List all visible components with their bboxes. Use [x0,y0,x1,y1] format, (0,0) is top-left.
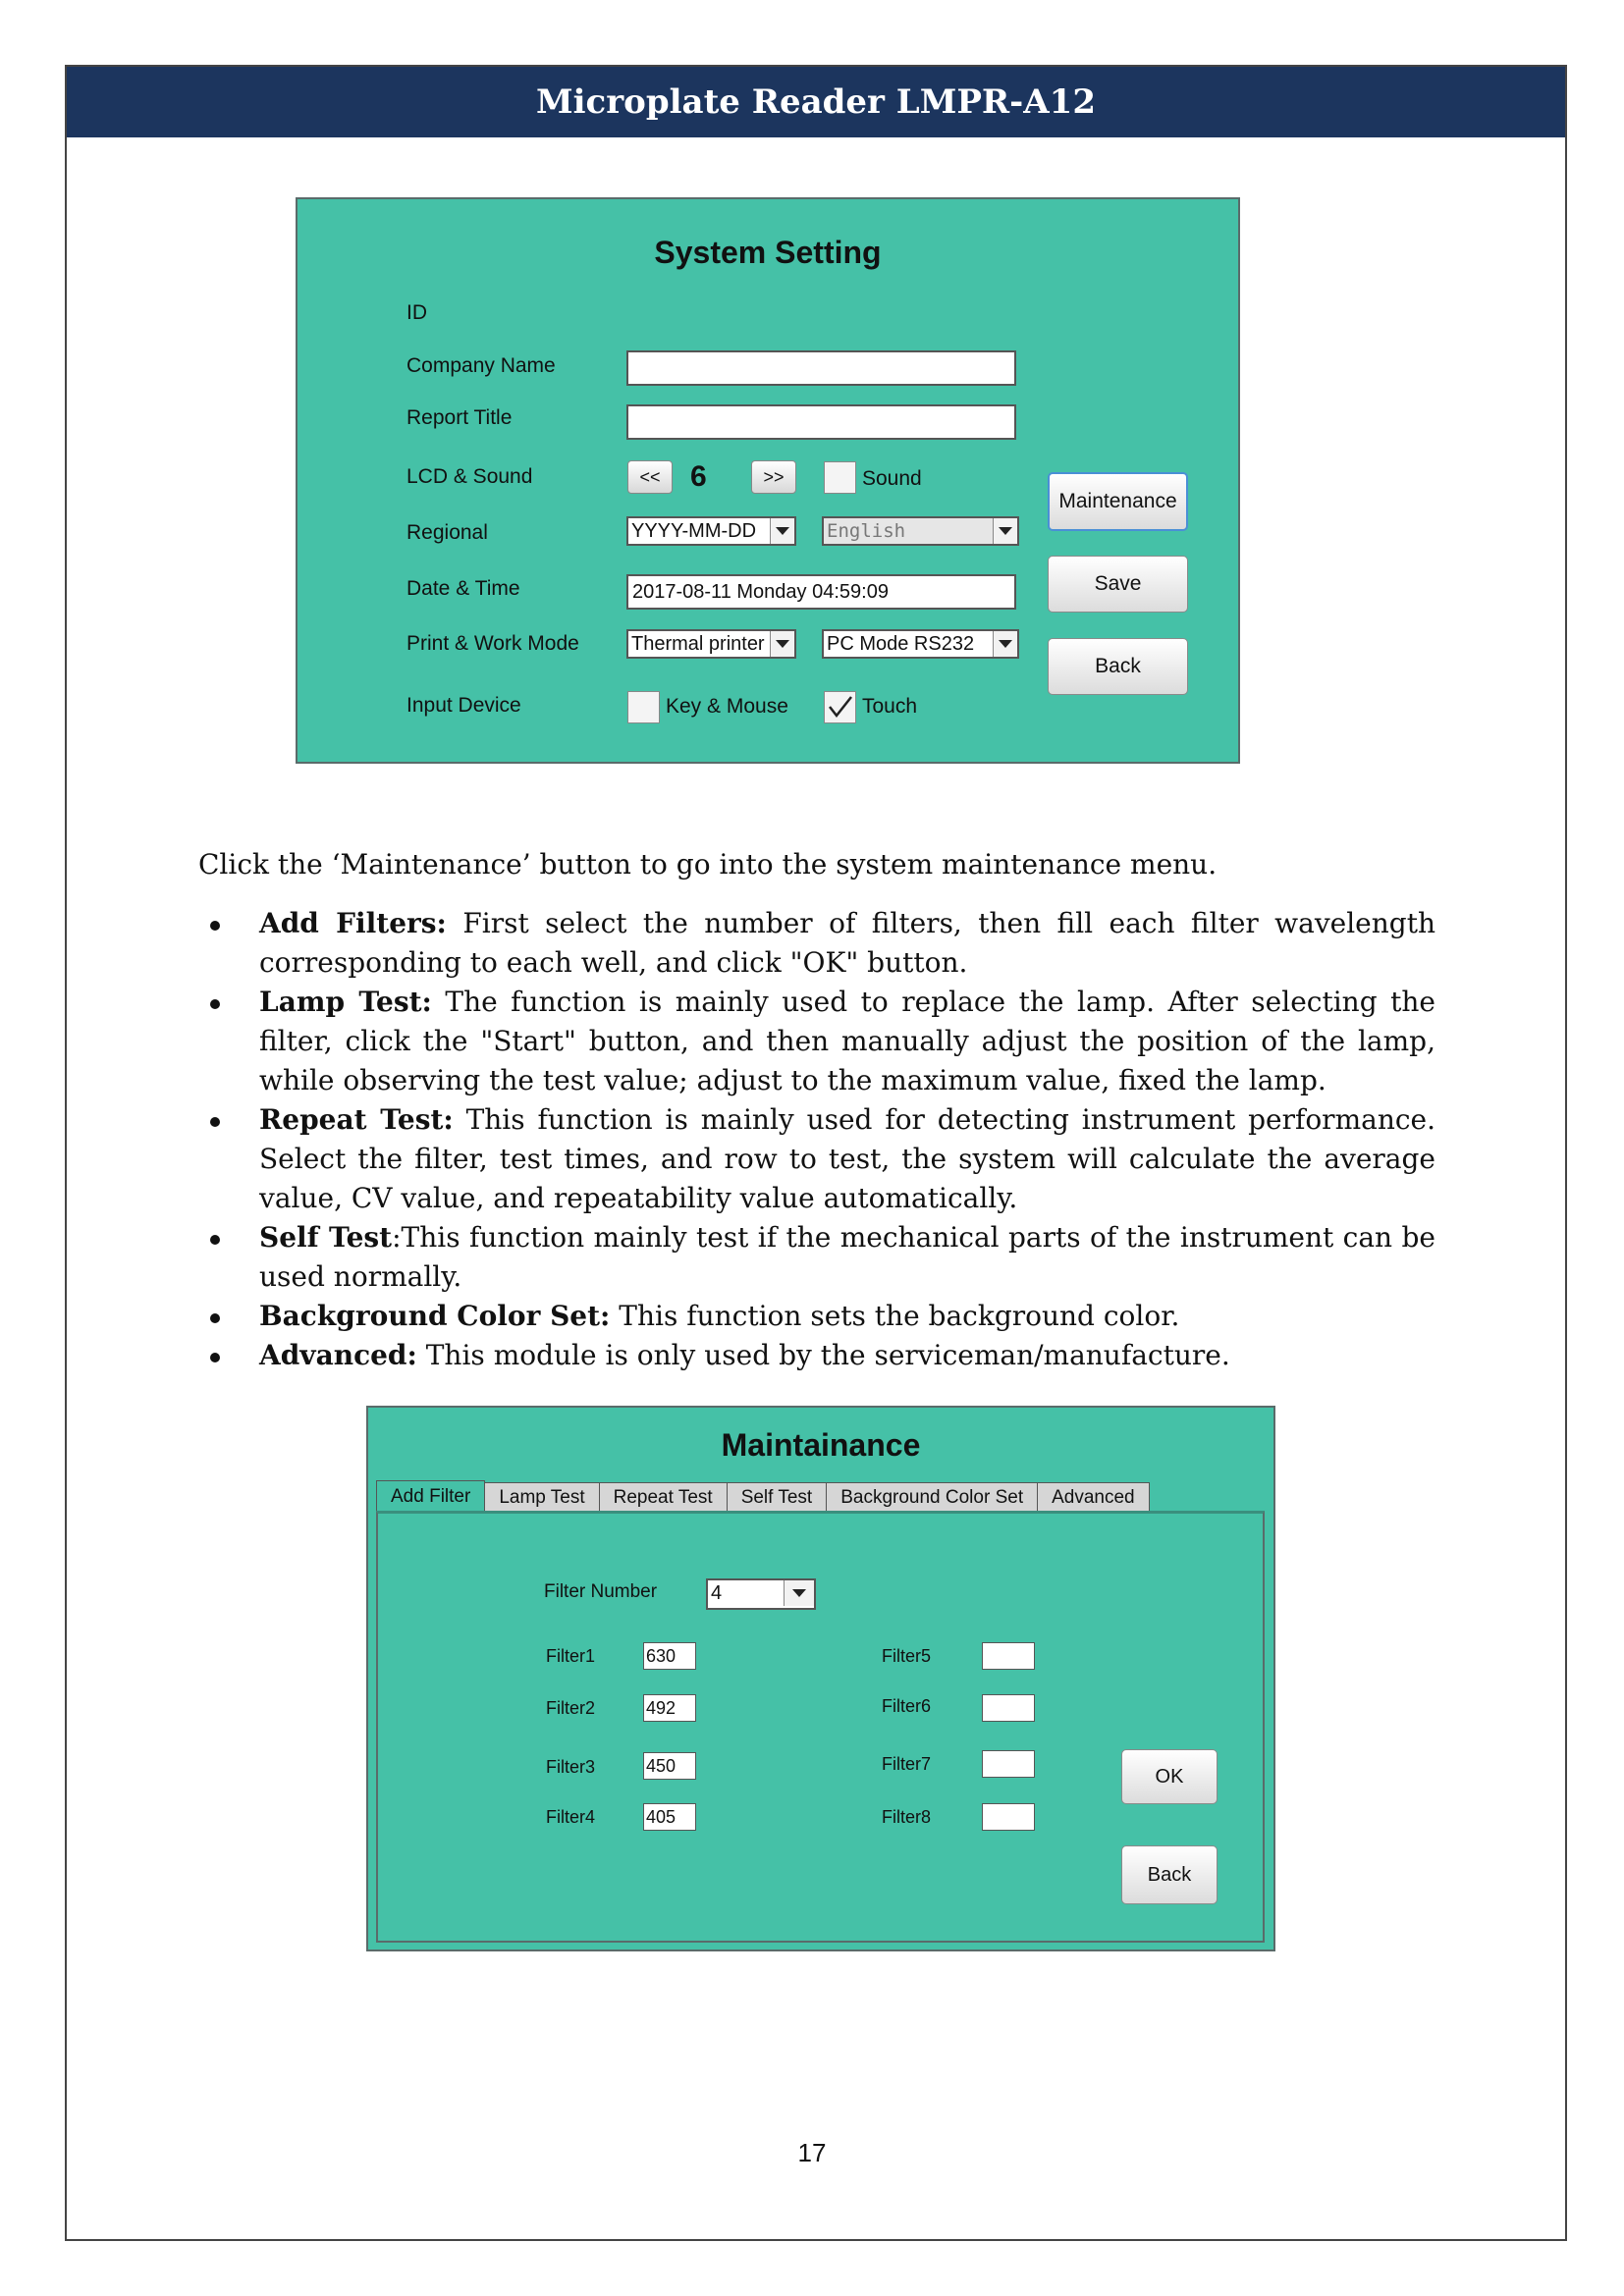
bullet-text: :This function mainly test if the mechanical parts of the instrument can be used normally. [259,1221,1435,1293]
filter-number-value: 4 [711,1582,723,1604]
id-label: ID [406,301,427,324]
chevron-down-icon [784,1580,814,1606]
bullet-term: Advanced: [259,1339,417,1371]
touch-checkbox[interactable] [824,691,856,723]
filter3-input[interactable]: 450 [643,1752,696,1780]
input-device-label: Input Device [406,694,521,717]
checkmark-icon [825,692,855,722]
maintenance-panel [366,1406,1275,1951]
language-select[interactable] [822,516,1019,546]
list-item [198,1297,1435,1336]
filter-number-select[interactable] [706,1578,816,1610]
tab-background-color-set[interactable]: Background Color Set [826,1482,1038,1511]
bullet-text: The function is mainly used to replace the lamp. After selecting the filter, click the "Start" button, and then manually adjust the position of the lamp, while observing the test value; adjust to the maximum value, fixed the lamp. [259,986,1435,1096]
filter8-label: Filter8 [882,1807,932,1827]
chevron-down-icon [770,631,794,657]
filter7-input[interactable] [982,1750,1035,1778]
date-time-input[interactable]: 2017-08-11 Monday 04:59:09 [626,574,1016,610]
list-item [198,1336,1435,1375]
bullet-term: Add Filters: [259,907,447,939]
list-item [198,1218,1435,1297]
maintenance-button[interactable]: Maintenance [1048,472,1188,531]
bullet-text: This function is mainly used for detecting instrument performance. Select the filter, test times, and row to test, the system will calculate the average value, CV value, and repeatability value automatically. [259,1103,1435,1214]
list-item [198,983,1435,1100]
lcd-increase-button[interactable]: >> [751,460,796,494]
chevron-down-icon [993,631,1017,657]
document-title: Microplate Reader LMPR-A12 [536,82,1096,122]
company-name-label: Company Name [406,354,556,377]
print-mode-value: Thermal printer [631,633,765,655]
filter2-input[interactable]: 492 [643,1694,696,1722]
bullet-icon [210,921,220,931]
filter5-input[interactable] [982,1642,1035,1670]
sound-checkbox[interactable] [824,461,856,494]
list-item [198,904,1435,983]
print-mode-select[interactable] [626,629,796,659]
tab-lamp-test[interactable]: Lamp Test [484,1482,599,1511]
filter3-label: Filter3 [546,1757,596,1777]
lcd-decrease-button[interactable]: << [627,460,673,494]
language-value: English [827,520,906,542]
lcd-brightness-value: 6 [690,460,707,493]
bullet-icon [210,999,220,1009]
regional-label: Regional [406,521,488,544]
tab-add-filter[interactable]: Add Filter [376,1480,485,1511]
system-setting-panel [296,197,1240,764]
bullet-term: Self Test [259,1221,393,1254]
lcd-sound-label: LCD & Sound [406,465,533,488]
bullet-icon [210,1117,220,1127]
date-time-label: Date & Time [406,577,520,600]
filter4-input[interactable]: 405 [643,1803,696,1831]
touch-label: Touch [862,695,918,718]
bullet-term: Background Color Set: [259,1300,611,1332]
system-setting-title: System Setting [654,235,882,270]
list-item [198,1100,1435,1218]
filter6-input[interactable] [982,1694,1035,1722]
tab-advanced[interactable]: Advanced [1037,1482,1150,1511]
key-mouse-label: Key & Mouse [666,695,788,718]
bullet-term: Repeat Test: [259,1103,454,1136]
filter-number-label: Filter Number [544,1581,658,1602]
date-format-value: YYYY-MM-DD [631,520,757,542]
bullet-icon [210,1313,220,1323]
feature-list [198,904,1435,1375]
company-name-input[interactable] [626,350,1016,386]
work-mode-value: PC Mode RS232 [827,633,975,655]
filter1-label: Filter1 [546,1646,596,1666]
filter2-label: Filter2 [546,1698,596,1718]
tab-self-test[interactable]: Self Test [727,1482,828,1511]
report-title-input[interactable] [626,404,1016,440]
maintenance-tabs [376,1482,1149,1512]
save-button[interactable]: Save [1048,556,1188,613]
sound-label: Sound [862,467,922,490]
ok-button[interactable]: OK [1121,1749,1218,1804]
key-mouse-checkbox[interactable] [627,691,660,723]
chevron-down-icon [770,518,794,544]
add-filter-tab-panel [376,1511,1265,1943]
bullet-text: This function sets the background color. [610,1300,1180,1332]
intro-paragraph: Click the ‘Maintenance’ button to go into the system maintenance menu. [198,848,1218,881]
print-work-mode-label: Print & Work Mode [406,632,579,655]
date-format-select[interactable] [626,516,796,546]
back-button[interactable]: Back [1048,638,1188,695]
chevron-down-icon [993,518,1017,544]
filter4-label: Filter4 [546,1807,596,1827]
page-number: 17 [797,2138,827,2167]
filter8-input[interactable] [982,1803,1035,1831]
bullet-term: Lamp Test: [259,986,432,1018]
maintenance-title: Maintainance [721,1427,921,1463]
tab-repeat-test[interactable]: Repeat Test [599,1482,728,1511]
bullet-icon [210,1353,220,1362]
bullet-icon [210,1235,220,1245]
report-title-label: Report Title [406,406,513,429]
filter7-label: Filter7 [882,1754,932,1774]
filter5-label: Filter5 [882,1646,932,1666]
work-mode-select[interactable] [822,629,1019,659]
bullet-text: First select the number of filters, then fill each filter wavelength corresponding to each well, and click "OK" button. [259,907,1435,979]
document-header [67,67,1565,137]
back-button[interactable]: Back [1121,1845,1218,1904]
bullet-text: This module is only used by the serviceman/manufacture. [416,1339,1230,1371]
filter1-input[interactable]: 630 [643,1642,696,1670]
filter6-label: Filter6 [882,1696,932,1716]
